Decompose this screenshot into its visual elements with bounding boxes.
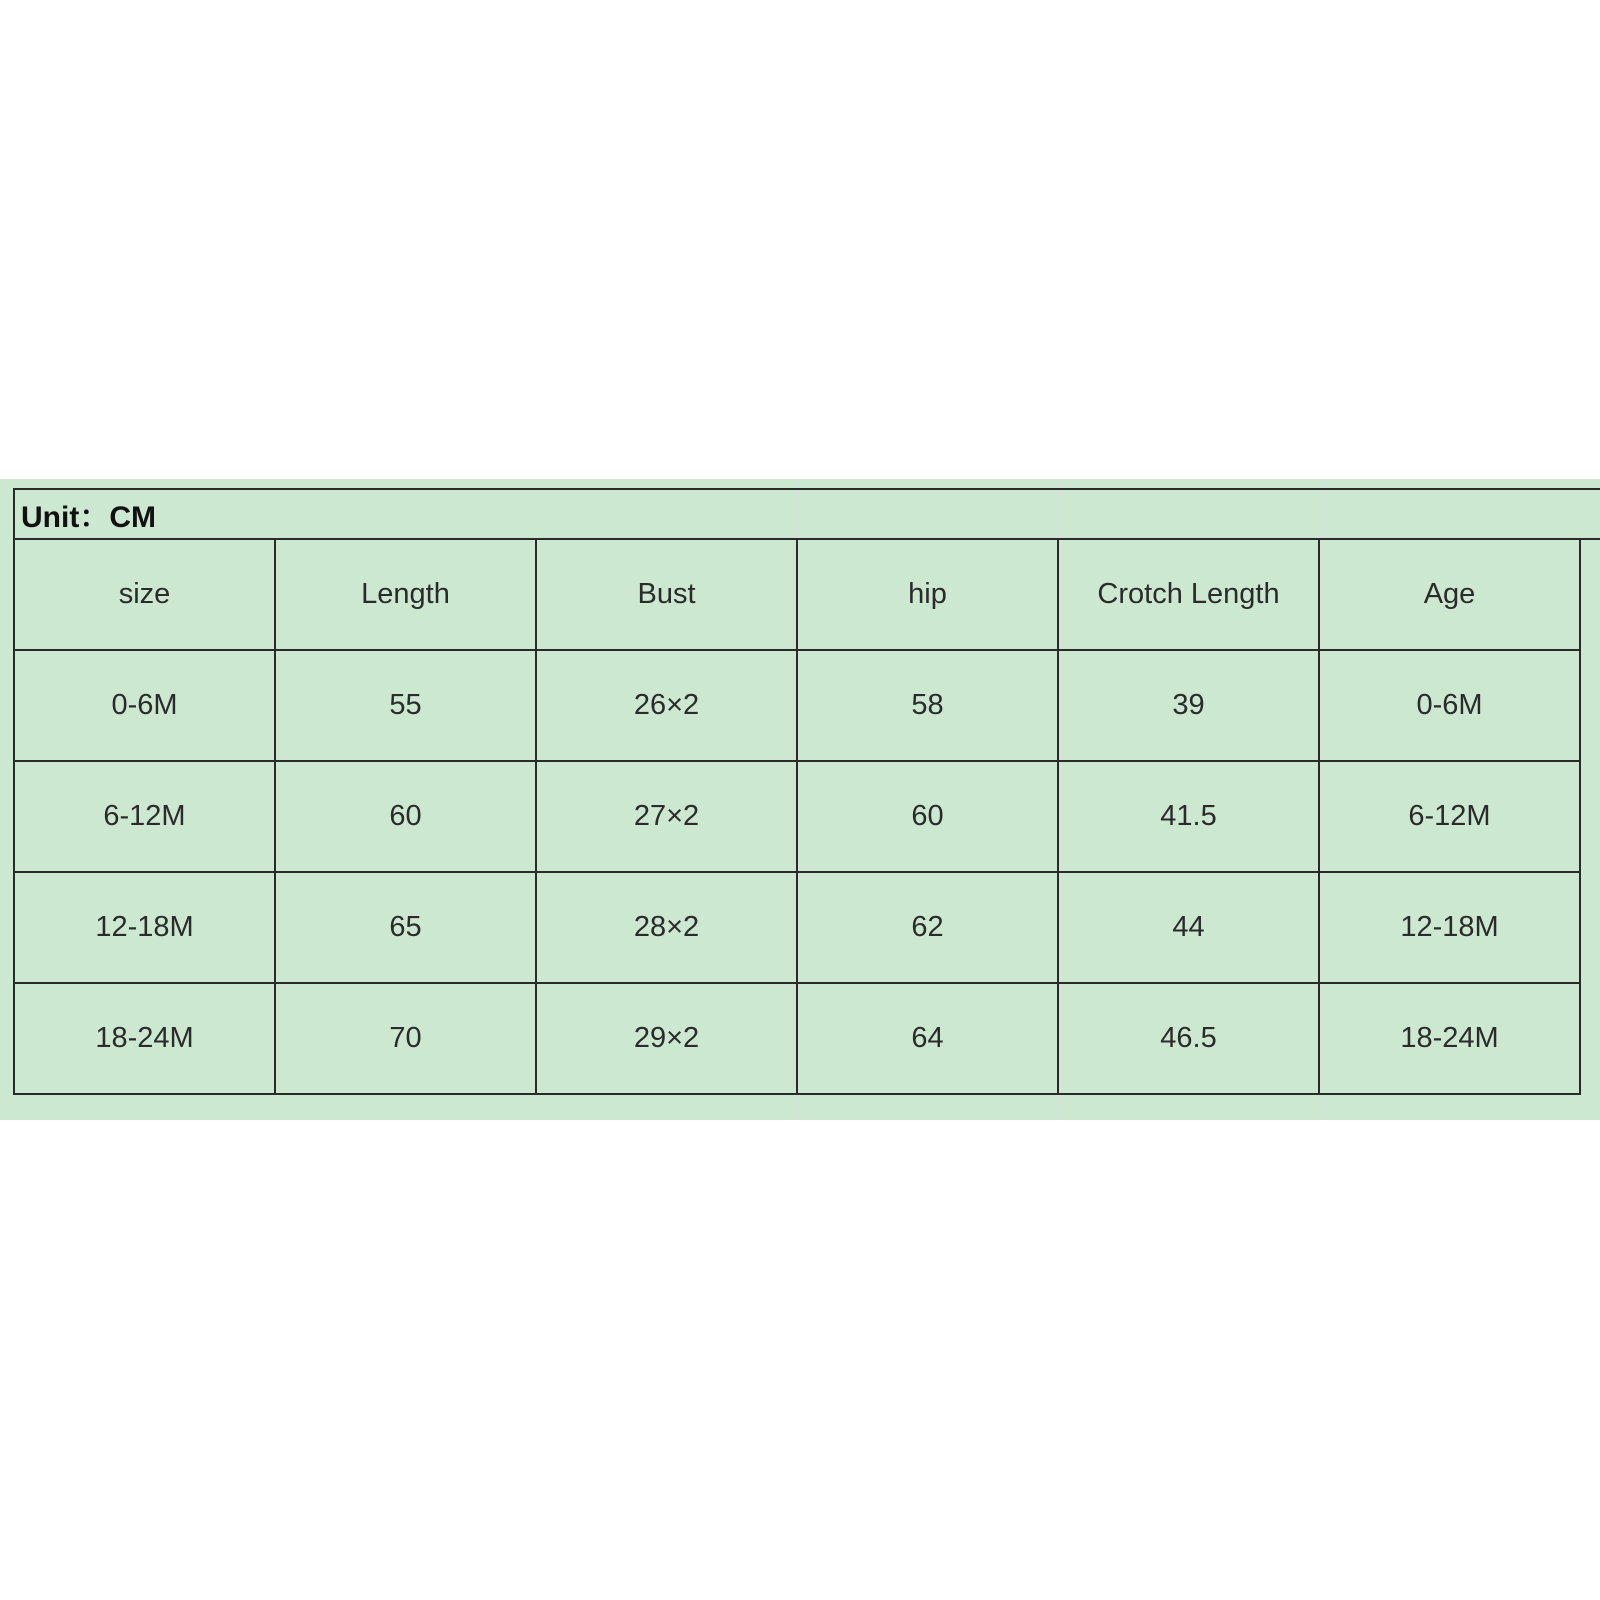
cell-bust: 26×2 xyxy=(536,650,797,761)
cell-length: 65 xyxy=(275,872,536,983)
cell-bust: 27×2 xyxy=(536,761,797,872)
tail-cell xyxy=(1580,983,1600,1094)
cell-crotch-length: 41.5 xyxy=(1058,761,1319,872)
header-age: Age xyxy=(1319,539,1580,650)
cell-hip: 62 xyxy=(797,872,1058,983)
header-size: size xyxy=(14,539,275,650)
cell-crotch-length: 39 xyxy=(1058,650,1319,761)
cell-age: 12-18M xyxy=(1319,872,1580,983)
cell-bust: 28×2 xyxy=(536,872,797,983)
size-chart xyxy=(13,488,1600,1095)
cell-size: 6-12M xyxy=(14,761,275,872)
cell-hip: 60 xyxy=(797,761,1058,872)
cell-length: 60 xyxy=(275,761,536,872)
table-row xyxy=(14,872,1600,983)
cell-age: 6-12M xyxy=(1319,761,1580,872)
tail-cell xyxy=(1580,539,1600,650)
size-table xyxy=(13,488,1600,1095)
tail-cell xyxy=(1580,650,1600,761)
cell-size: 18-24M xyxy=(14,983,275,1094)
unit-row xyxy=(14,489,1600,539)
header-length: Length xyxy=(275,539,536,650)
tail-cell xyxy=(1580,872,1600,983)
header-row xyxy=(14,539,1600,650)
cell-length: 70 xyxy=(275,983,536,1094)
header-bust: Bust xyxy=(536,539,797,650)
table-row xyxy=(14,983,1600,1094)
cell-crotch-length: 44 xyxy=(1058,872,1319,983)
cell-bust: 29×2 xyxy=(536,983,797,1094)
cell-length: 55 xyxy=(275,650,536,761)
cell-size: 0-6M xyxy=(14,650,275,761)
cell-age: 18-24M xyxy=(1319,983,1580,1094)
cell-age: 0-6M xyxy=(1319,650,1580,761)
cell-size: 12-18M xyxy=(14,872,275,983)
unit-label: Unit：CM xyxy=(14,489,1600,539)
cell-crotch-length: 46.5 xyxy=(1058,983,1319,1094)
cell-hip: 58 xyxy=(797,650,1058,761)
tail-cell xyxy=(1580,761,1600,872)
table-row xyxy=(14,761,1600,872)
header-crotch-length: Crotch Length xyxy=(1058,539,1319,650)
header-hip: hip xyxy=(797,539,1058,650)
table-row xyxy=(14,650,1600,761)
cell-hip: 64 xyxy=(797,983,1058,1094)
